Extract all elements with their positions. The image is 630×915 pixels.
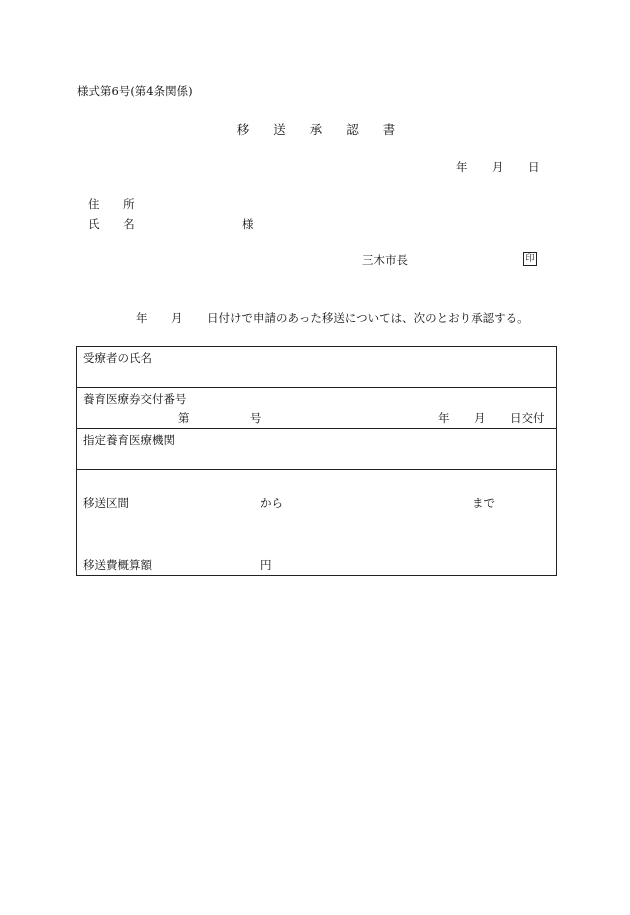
body-month: 月	[171, 311, 183, 325]
cost-label: 移送費概算額	[83, 558, 152, 572]
ticket-issued: 日交付	[510, 411, 545, 425]
ticket-month: 月	[474, 411, 486, 425]
row-transport	[77, 470, 556, 575]
document-title: 移 送 承 認 書	[236, 122, 406, 137]
name-label-text: 氏 名	[88, 217, 145, 231]
seal-box	[523, 252, 537, 266]
form-number: 様式第6号(第4条関係)	[77, 84, 193, 98]
row-institution	[77, 429, 556, 470]
address-label-text: 住 所	[88, 197, 145, 211]
mayor-title: 三木市長	[362, 253, 408, 267]
ticket-year: 年	[438, 411, 450, 425]
seal-icon: 印	[525, 253, 535, 264]
institution-label: 指定養育医療機関	[83, 433, 175, 447]
date-month: 月	[492, 160, 504, 174]
ticket-go: 号	[250, 411, 262, 425]
section-label: 移送区間	[83, 496, 129, 510]
date-day: 日	[528, 160, 540, 174]
honorific: 様	[242, 217, 254, 231]
cost-yen: 円	[260, 558, 272, 572]
address-label	[88, 199, 145, 211]
date-year: 年	[456, 160, 468, 174]
approval-table	[76, 346, 557, 576]
name-label	[88, 219, 145, 231]
row-patient-name	[77, 347, 556, 388]
ticket-label: 養育医療券交付番号	[83, 392, 187, 406]
row-ticket-number	[77, 388, 556, 429]
section-to: まで	[472, 496, 495, 510]
body-sentence: 日付けで申請のあった移送については、次のとおり承認する。	[207, 311, 529, 325]
section-from: から	[260, 496, 283, 510]
patient-name-label: 受療者の氏名	[83, 351, 152, 365]
body-year: 年	[136, 311, 148, 325]
ticket-dai: 第	[178, 411, 190, 425]
